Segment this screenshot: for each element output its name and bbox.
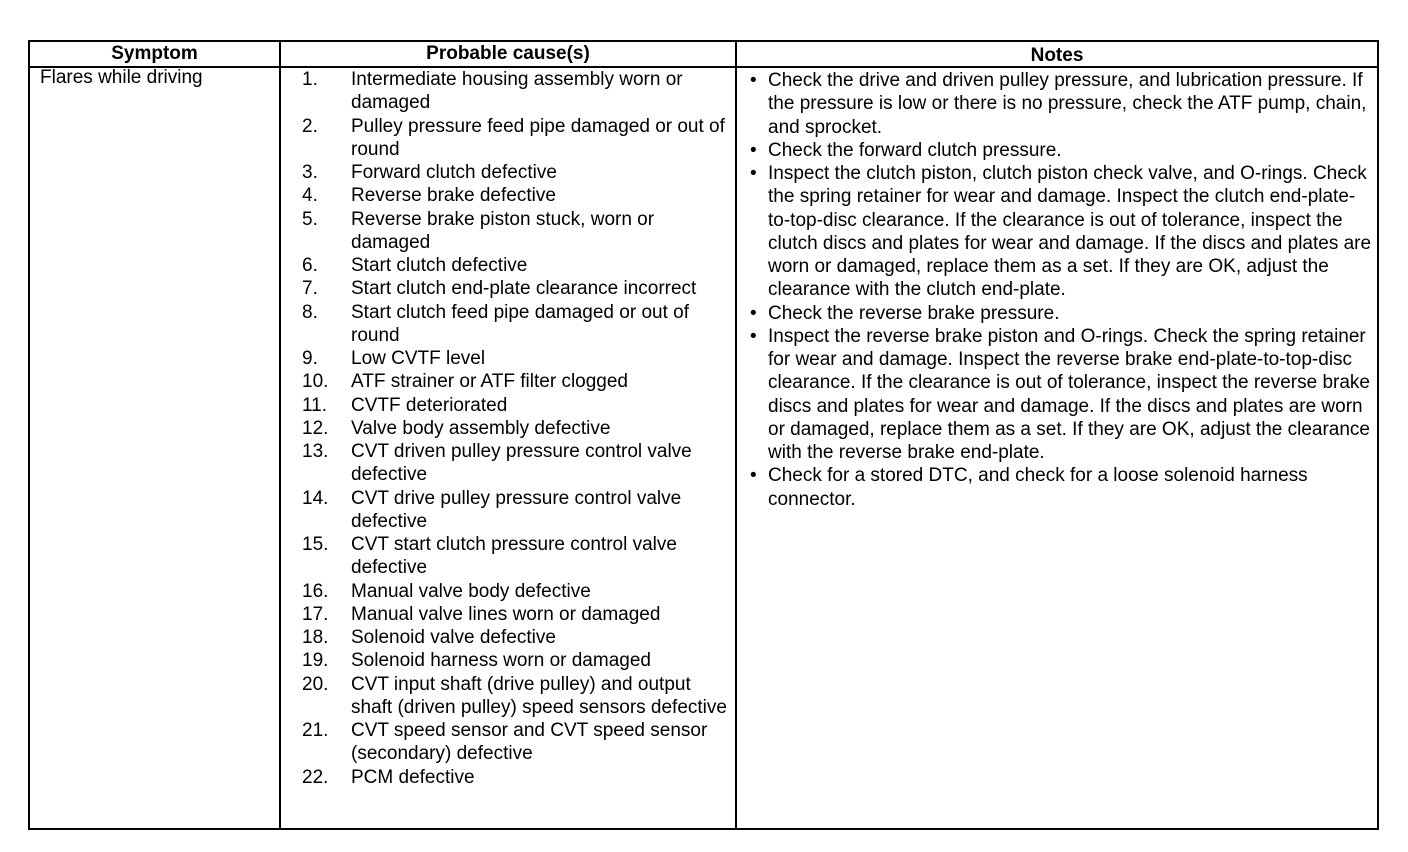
- cause-item: [282, 370, 732, 393]
- cause-number: 11.: [302, 394, 328, 416]
- cause-text: Intermediate housing assembly worn or damaged: [351, 69, 683, 114]
- cause-item: [282, 487, 732, 534]
- cause-item: [282, 649, 732, 672]
- cause-text: Solenoid harness worn or damaged: [351, 650, 651, 672]
- note-item: [742, 139, 1372, 162]
- cause-number: 20.: [302, 673, 329, 695]
- cause-item: [282, 115, 732, 162]
- cause-text: CVT driven pulley pressure control valve defective: [351, 441, 692, 486]
- note-text: Check for a stored DTC, and check for a loose solenoid harness connector.: [768, 465, 1308, 510]
- note-text: Check the forward clutch pressure.: [768, 139, 1062, 161]
- cause-text: Start clutch feed pipe damaged or out of round: [351, 301, 689, 346]
- cause-number: 18.: [302, 627, 329, 648]
- cause-text: CVT speed sensor and CVT speed sensor (secondary) defective: [351, 720, 708, 765]
- header-notes: Notes: [1030, 45, 1084, 66]
- cause-item: [282, 161, 732, 184]
- cause-text: CVT start clutch pressure control valve defective: [351, 534, 677, 579]
- symptom-cell: Flares while driving: [40, 67, 203, 88]
- cause-number: 14.: [302, 487, 329, 509]
- cause-number: 5.: [302, 208, 318, 230]
- note-text: Check the reverse brake pressure.: [768, 302, 1060, 324]
- cause-number: 4.: [302, 185, 318, 207]
- cause-number: 12.: [302, 417, 329, 439]
- column-divider-1: [279, 42, 281, 828]
- cause-number: 3.: [302, 162, 318, 183]
- cause-number: 9.: [302, 348, 318, 369]
- cause-text: CVT input shaft (drive pulley) and output shaft (driven pulley) speed sensors defective: [351, 673, 727, 718]
- cause-item: [282, 603, 732, 626]
- cause-text: Reverse brake defective: [351, 185, 556, 207]
- cause-text: Reverse brake piston stuck, worn or damaged: [351, 208, 655, 253]
- cause-number: 10.: [302, 371, 329, 393]
- note-item: [742, 69, 1372, 139]
- note-item: [742, 464, 1372, 511]
- cause-item: [282, 301, 732, 348]
- cause-text: Manual valve lines worn or damaged: [351, 603, 661, 625]
- bullet-icon: •: [750, 163, 757, 184]
- cause-text: Pulley pressure feed pipe damaged or out of round: [351, 115, 725, 160]
- note-text: Inspect the reverse brake piston and O-rings. Check the spring retainer for wear and damage. Inspect the reverse brake end-plate-to-top-disc clearance. If the clearance is out of tolerance, inspect the reverse brake discs and plates for wear and damage. If the discs and plates are worn or damaged, replace them as a set. If they are OK, adjust the clearance with the reverse brake end-plate.: [768, 325, 1370, 463]
- column-divider-2: [735, 42, 737, 828]
- cause-item: [282, 254, 732, 277]
- cause-item: [282, 626, 732, 649]
- causes-list: [282, 68, 732, 789]
- bullet-icon: •: [750, 465, 757, 487]
- notes-list: [742, 69, 1372, 511]
- cause-number: 7.: [302, 278, 318, 300]
- cause-text: Low CVTF level: [351, 348, 486, 369]
- bullet-icon: •: [750, 70, 757, 91]
- cause-text: ATF strainer or ATF filter clogged: [351, 371, 628, 393]
- cause-item: [282, 580, 732, 603]
- header-probable-causes: Probable cause(s): [426, 43, 590, 64]
- note-text: Check the drive and driven pulley pressure, and lubrication pressure. If the pressure is low or there is no pressure, check the ATF pump, chain, and sprocket.: [768, 70, 1367, 138]
- cause-item: [282, 417, 732, 440]
- cause-item: [282, 719, 732, 766]
- header-symptom: Symptom: [111, 43, 198, 64]
- note-item: [742, 302, 1372, 325]
- cause-text: CVTF deteriorated: [351, 394, 508, 416]
- note-item: [742, 325, 1372, 465]
- cause-number: 21.: [302, 720, 329, 741]
- cause-text: Forward clutch defective: [351, 162, 557, 183]
- troubleshooting-table: [28, 40, 1379, 830]
- cause-item: [282, 533, 732, 580]
- cause-item: [282, 347, 732, 370]
- cause-item: [282, 440, 732, 487]
- cause-number: 17.: [302, 603, 329, 625]
- cause-text: Valve body assembly defective: [351, 417, 611, 439]
- bullet-icon: •: [750, 325, 757, 347]
- bullet-icon: •: [750, 302, 757, 324]
- cause-number: 15.: [302, 534, 329, 555]
- cause-item: [282, 184, 732, 207]
- cause-number: 16.: [302, 580, 329, 602]
- cause-text: Start clutch defective: [351, 255, 528, 276]
- cause-number: 19.: [302, 650, 329, 672]
- cause-text: Manual valve body defective: [351, 580, 591, 602]
- cause-text: PCM defective: [351, 766, 475, 788]
- cause-text: CVT drive pulley pressure control valve defective: [351, 487, 682, 532]
- note-text: Inspect the clutch piston, clutch piston check valve, and O-rings. Check the spring retainer for wear and damage. Inspect the clutch end-plate-to-top-disc clearance. If the clearance is out of tolerance, inspect the clutch discs and plates for wear and damage. If the discs and plates are worn or damaged, replace them as a set. If they are OK, adjust the clearance with the clutch end-plate.: [768, 163, 1372, 301]
- cause-item: [282, 394, 732, 417]
- cause-number: 8.: [302, 301, 318, 323]
- cause-item: [282, 208, 732, 255]
- cause-number: 6.: [302, 255, 318, 276]
- note-item: [742, 162, 1372, 302]
- cause-item: [282, 673, 732, 720]
- cause-text: Start clutch end-plate clearance incorrect: [351, 278, 697, 300]
- cause-item: [282, 766, 732, 789]
- cause-number: 2.: [302, 115, 318, 137]
- cause-number: 22.: [302, 766, 329, 788]
- cause-item: [282, 68, 732, 115]
- bullet-icon: •: [750, 139, 757, 161]
- cause-text: Solenoid valve defective: [351, 627, 556, 648]
- cause-item: [282, 277, 732, 300]
- cause-number: 13.: [302, 441, 329, 462]
- cause-number: 1.: [302, 69, 318, 90]
